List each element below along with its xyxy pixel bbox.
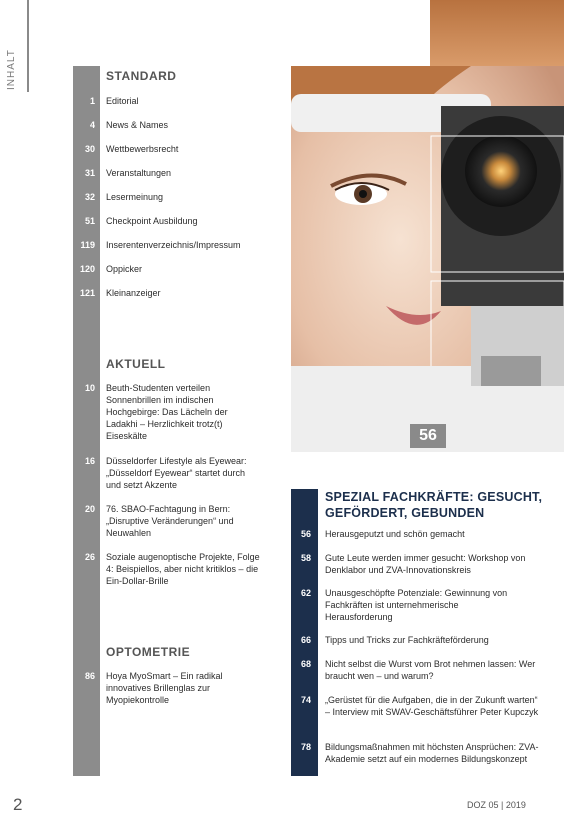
page-ref: 51 — [84, 216, 95, 226]
toc-entry: Kleinanzeiger — [106, 288, 161, 298]
eye-exam-illustration — [291, 66, 564, 452]
page-ref: 74 — [300, 695, 311, 705]
hair-photo-strip — [430, 0, 564, 66]
page-ref: 4 — [89, 120, 95, 130]
toc-entry: Bildungsmaßnahmen mit höchsten Ansprüchen: ZVA-Akademie setzt auf ein modernes Bildungskonzept — [325, 742, 539, 764]
toc-entry: „Gerüstet für die Aufgaben, die in der Zukunft warten“ – Interview mit SWAV-Geschäftsführer Peter Kupczyk — [325, 695, 539, 717]
page-ref: 66 — [300, 635, 311, 645]
page-ref: 68 — [300, 659, 311, 669]
toc-entry: Düsseldorfer Lifestyle als Eyewear: „Düsseldorf Eyewear“ startet durch und setzt Akzente — [106, 456, 247, 490]
page-number: 2 — [13, 795, 23, 814]
page-ref: 1 — [89, 96, 95, 106]
special-page-badge: 56 — [410, 424, 446, 448]
inhalt-label: INHALT — [6, 49, 17, 90]
page-ref: 31 — [84, 168, 95, 178]
issue-footer: DOZ 05 | 2019 — [467, 800, 526, 810]
inhalt-divider-line — [27, 0, 29, 92]
section-title-optometrie: OPTOMETRIE — [106, 645, 191, 659]
page-ref: 32 — [84, 192, 95, 202]
page-ref: 30 — [84, 144, 95, 154]
toc-entry: Editorial — [106, 96, 139, 106]
section-title-spezial: SPEZIAL FACHKRÄFTE: GESUCHT, GEFÖRDERT, GEBUNDEN — [325, 490, 543, 520]
page-ref: 56 — [300, 529, 311, 539]
toc-entry: Herausgeputzt und schön gemacht — [325, 529, 465, 539]
page-ref: 119 — [80, 240, 95, 250]
toc-entry: Veranstaltungen — [106, 168, 172, 178]
toc-entry: Gute Leute werden immer gesucht: Workshop von Denklabor und ZVA-Innovationskreis — [325, 553, 526, 575]
toc-entry: Tipps und Tricks zur Fachkräfteförderung — [325, 635, 489, 645]
toc-entry: Soziale augenoptische Projekte, Folge 4: Beispiellos, aber nicht kritiklos – die Ein-Dollar-Brille — [106, 552, 260, 586]
toc-entry: Hoya MyoSmart – Ein radikal innovatives Brillenglas zur Myopiekontrolle — [106, 671, 223, 705]
toc-entry: Inserentenverzeichnis/Impressum — [106, 240, 241, 250]
toc-entry: Beuth-Studenten verteilen Sonnenbrillen im indischen Hochgebirge: Das Lächeln der Ladakhi – Herzlichkeit trotz(t) Eiseskälte — [106, 383, 228, 441]
toc-entry: Oppicker — [106, 264, 143, 274]
page-ref: 10 — [84, 383, 95, 393]
page-ref: 26 — [84, 552, 95, 562]
section-title-aktuell: AKTUELL — [106, 357, 166, 371]
eye-exam-photo — [291, 66, 564, 452]
toc-entry: Unausgeschöpfte Potenziale: Gewinnung von Fachkräften ist unternehmerische Herausforderung — [325, 588, 508, 622]
toc-entry: Wettbewerbsrecht — [106, 144, 179, 154]
toc-entry: Checkpoint Ausbildung — [106, 216, 198, 226]
page-ref: 20 — [84, 504, 95, 514]
page-ref: 62 — [300, 588, 311, 598]
page-ref: 16 — [84, 456, 95, 466]
page-ref: 86 — [84, 671, 95, 681]
toc-entry: Lesermeinung — [106, 192, 164, 202]
page-ref: 120 — [79, 264, 95, 274]
page-ref: 58 — [300, 553, 311, 563]
toc-entry: 76. SBAO-Fachtagung in Bern: „Disruptive Veränderungen“ und Neuwahlen — [106, 504, 234, 538]
toc-entry: News & Names — [106, 120, 169, 130]
toc-entry: Nicht selbst die Wurst vom Brot nehmen lassen: Wer braucht wen – und warum? — [325, 659, 536, 681]
section-title-standard: STANDARD — [106, 69, 177, 83]
page-ref: 121 — [79, 288, 95, 298]
page-ref: 78 — [300, 742, 311, 752]
